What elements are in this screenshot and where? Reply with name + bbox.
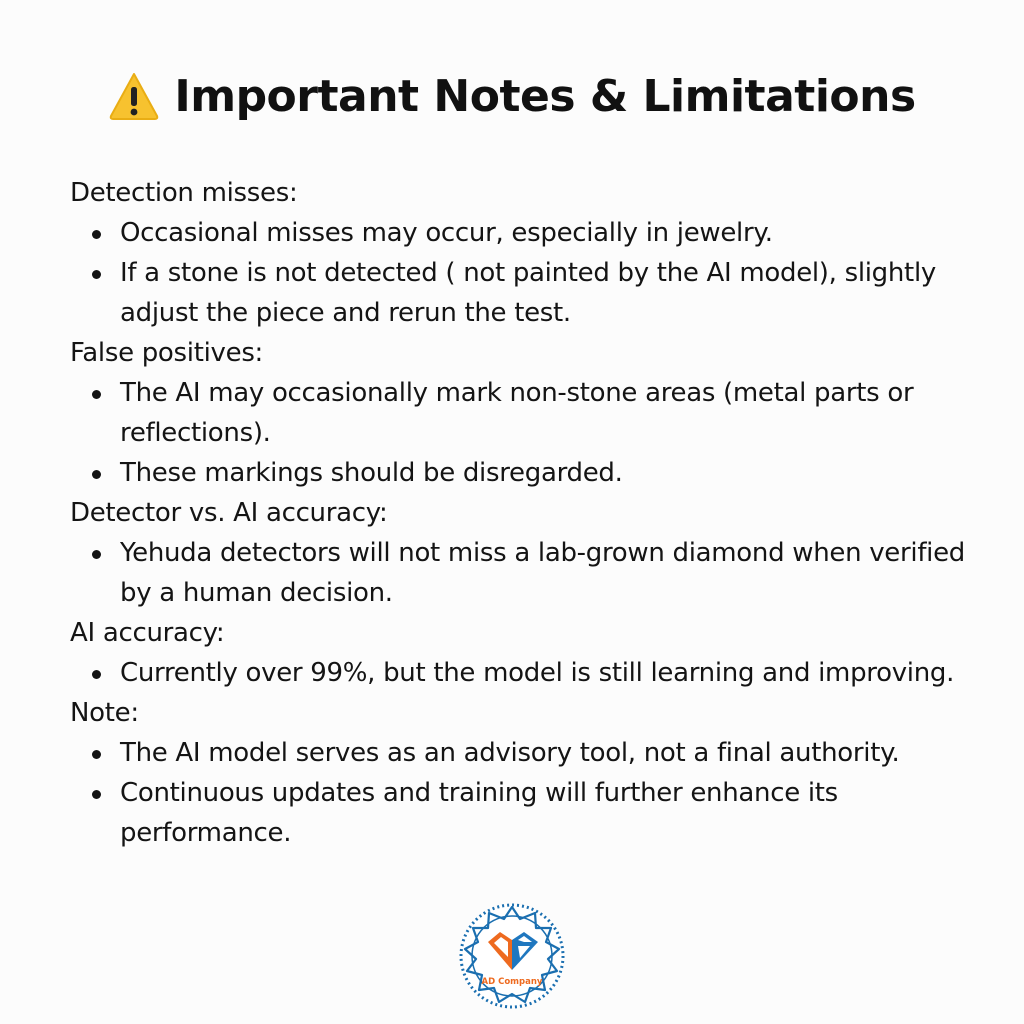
list-item: If a stone is not detected ( not painted by the AI model), slightly adjust the piece and rerun the test. [70,253,970,333]
list-item: Continuous updates and training will further enhance its performance. [70,773,970,853]
list-item: The AI model serves as an advisory tool, not a final authority. [70,733,970,773]
list-item: These markings should be disregarded. [70,453,970,493]
title-row [0,70,1024,122]
section-heading: Detector vs. AI accuracy: [70,498,388,528]
notes-content [70,173,970,853]
section-heading: Note: [70,698,139,728]
list-item: Yehuda detectors will not miss a lab-grown diamond when verified by a human decision. [70,533,970,613]
page-title: Important Notes & Limitations [174,70,916,122]
section-heading: Detection misses: [70,178,298,208]
logo-text: AD Company [481,977,543,987]
list-item: Occasional misses may occur, especially in jewelry. [70,213,970,253]
list-item: Currently over 99%, but the model is still learning and improving. [70,653,970,693]
section-heading: AI accuracy: [70,618,225,648]
list-item: The AI may occasionally mark non-stone areas (metal parts or reflections). [70,373,970,453]
company-logo [458,902,566,1010]
section-heading: False positives: [70,338,264,368]
warning-icon [108,70,160,122]
